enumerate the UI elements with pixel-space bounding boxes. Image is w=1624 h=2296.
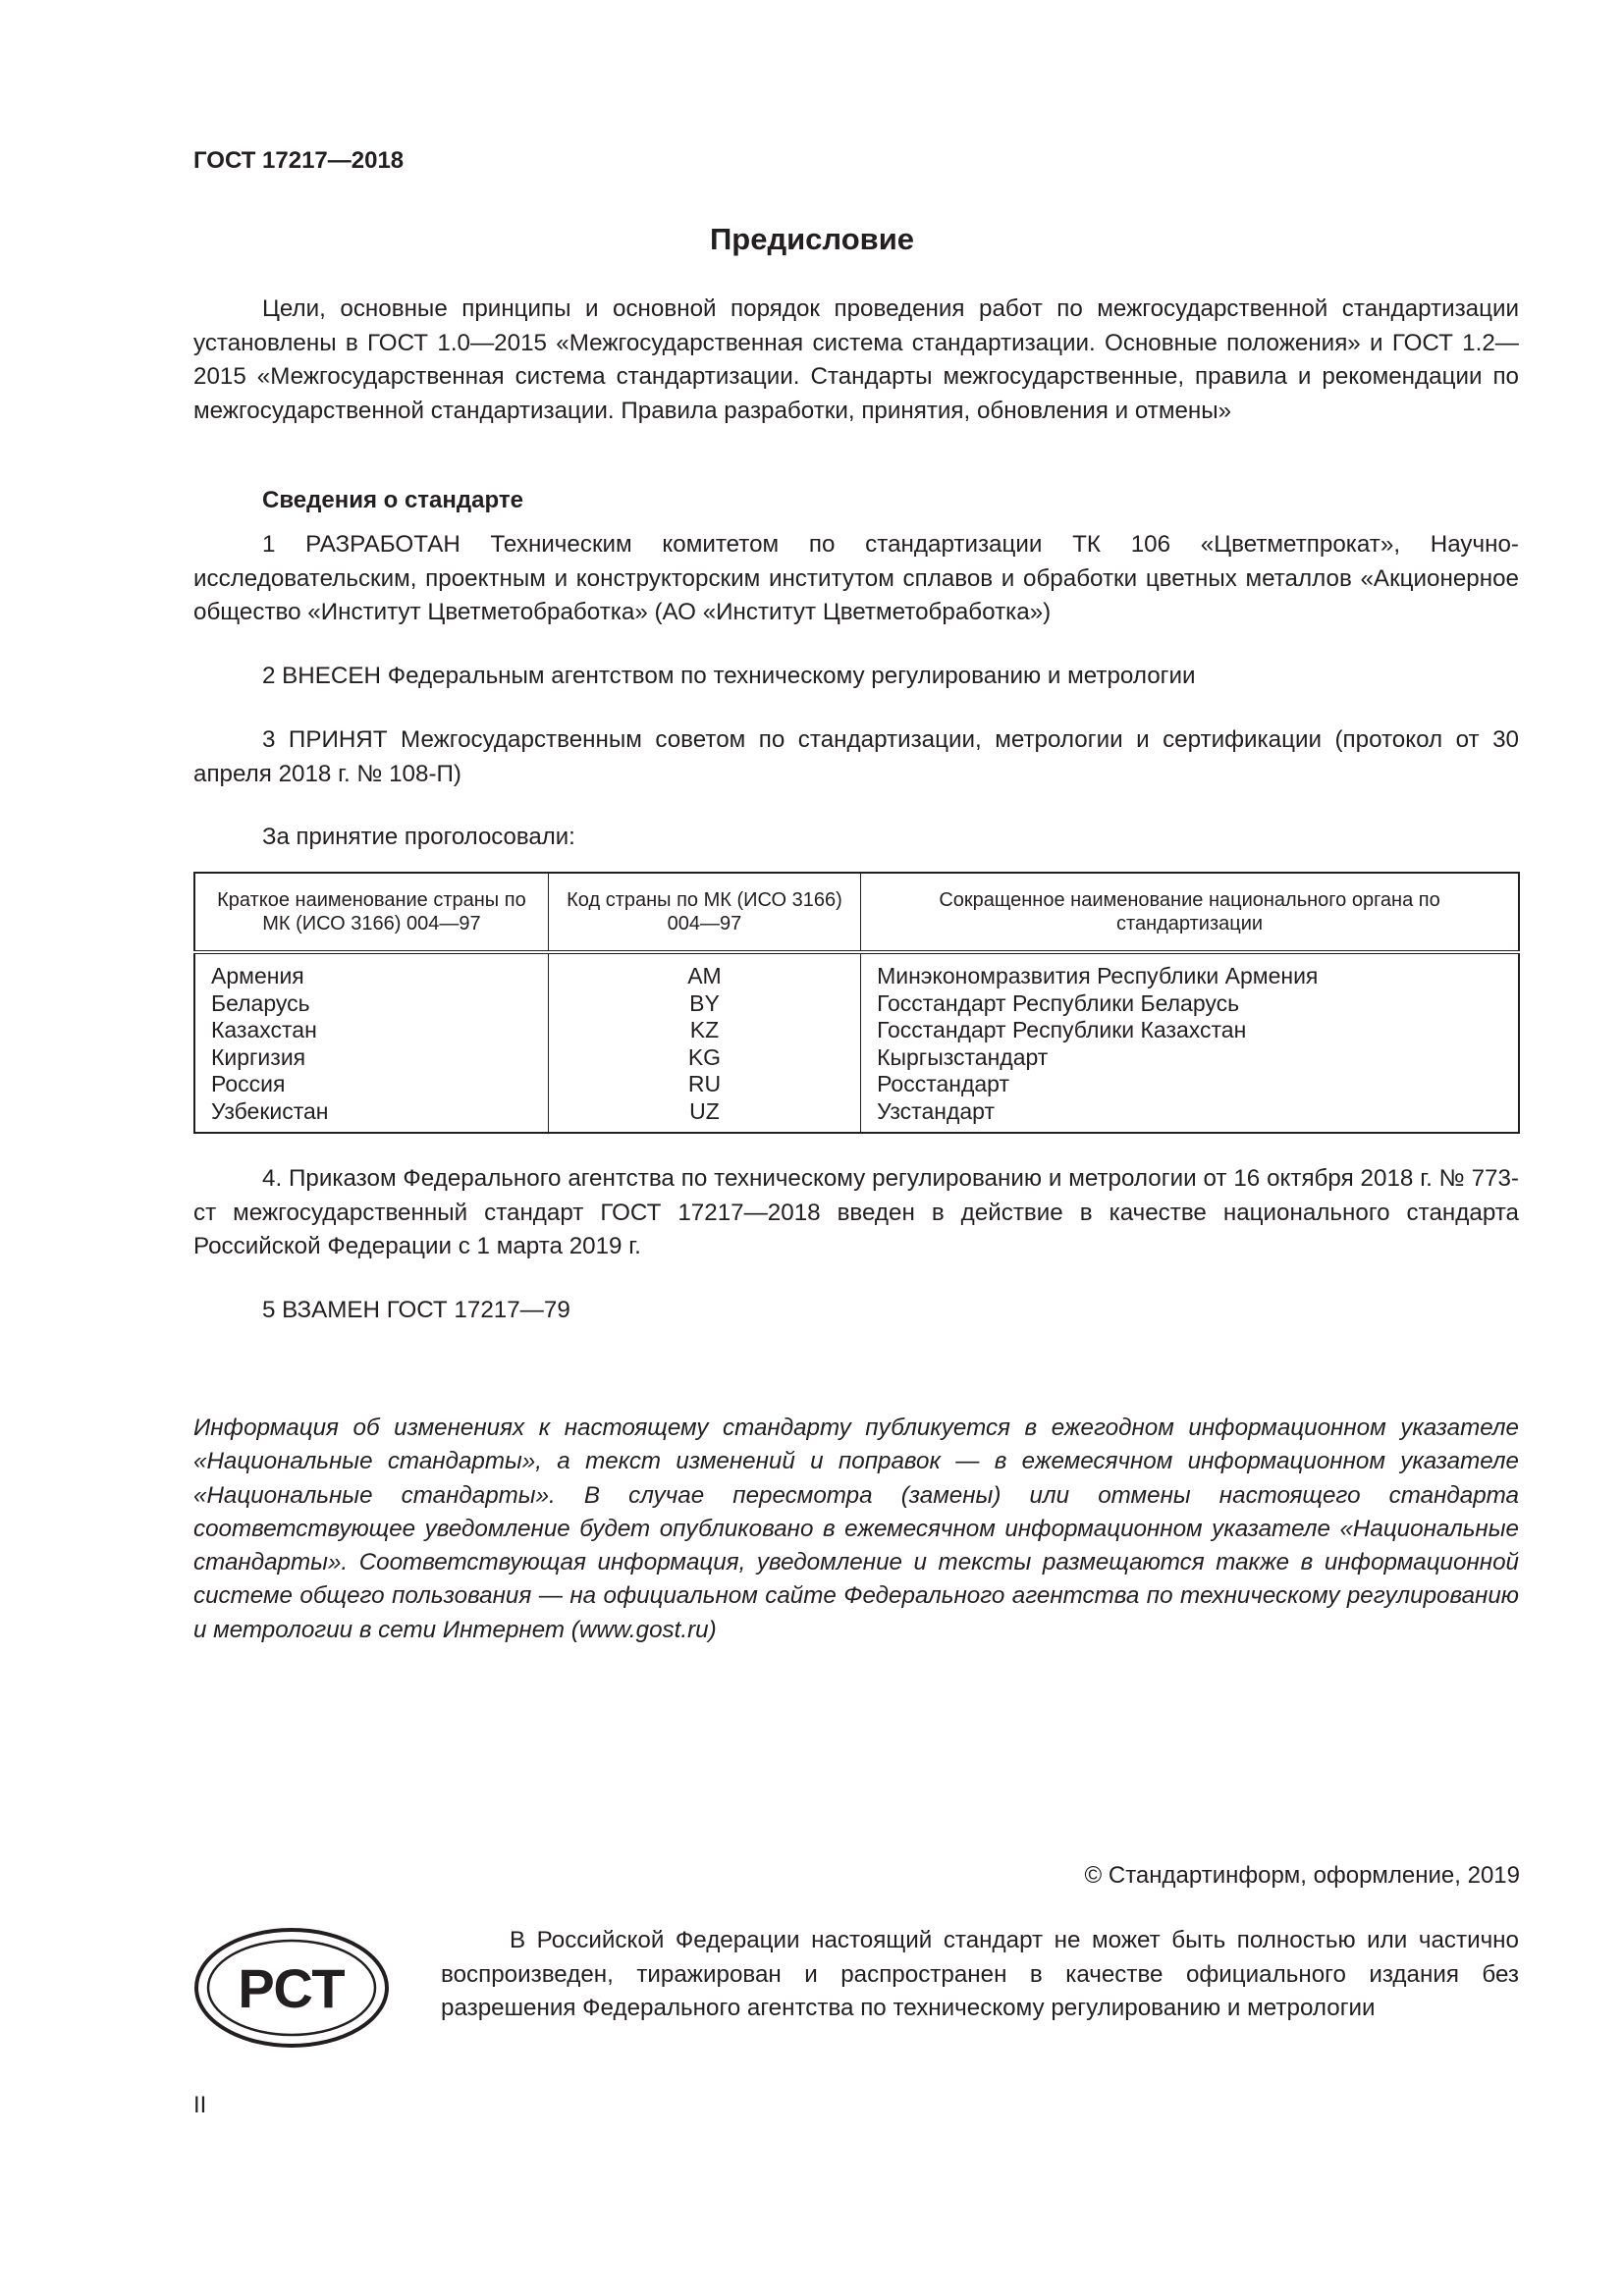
national-body-cell: Минэкономразвития Республики Армения [877,963,1319,988]
item-introduced: 2 ВНЕСЕН Федеральным агентством по техническому регулированию и метрологии [262,663,1196,689]
copyright-line: © Стандартинформ, оформление, 2019 [1084,1862,1520,1889]
rst-certification-mark-icon [193,1927,390,2054]
national-body-cell: Росстандарт [877,1071,1010,1097]
country-cell: Узбекистан [211,1097,329,1124]
item-order: 4. Приказом Федерального агентства по техническому регулированию и метрологии от 16 октября 2018 г. № 773-ст межгосударственный стандарт ГОСТ 17217—2018 введен в действие в качестве национального стандарта Российской Федерации с 1 марта 2019 г. [193,1165,1519,1259]
code-cell: UZ [689,1097,720,1124]
code-cell: RU [687,1071,722,1097]
changes-info-notice: Информация об изменениях к настоящему стандарту публикуется в ежегодном информационном указателе «Национальные стандарты», а текст изменений и поправок — в ежемесячном информационном указателе «Национальные стандарты». В случае пересмотра (замены) или отмены настоящего стандарта соответствующее уведомление будет опубликовано в ежемесячном информационном указателе «Национальные стандарты». Соответствующая информация, уведомление и тексты размещаются также в информационной системе общего пользования — на официальном сайте Федерального агентства по техническому регулированию и метрологии в сети Интернет (www.gost.ru) [193,1415,1519,1643]
national-body-cell: Узстандарт [877,1097,995,1124]
national-body-cell: Госстандарт Республики Казахстан [877,1017,1247,1043]
national-body-cell: Кыргызстандарт [877,1043,1049,1070]
country-cell: Киргизия [211,1043,306,1070]
code-column [548,952,860,1133]
logo-lettering: РСТ [238,1957,346,2019]
voted-label: За принятие проголосовали: [262,824,575,850]
country-cell: Беларусь [211,989,310,1016]
table-header-row [194,873,1519,952]
column-header-country: Краткое наименование страны по МК (ИСО 3166) 004—97 [194,873,548,952]
country-cell: Армения [211,963,304,988]
standard-info-heading: Сведения о стандарте [262,487,523,513]
item-adopted: 3 ПРИНЯТ Межгосударственным советом по стандартизации, метрологии и сертификации (протокол от 30 апреля 2018 г. № 108-П) [193,726,1519,787]
rights-notice: В Российской Федерации настоящий стандарт не может быть полностью или частично воспроизведен, тиражирован и распространен в качестве официального издания без разрешения Федерального агентства по техническому регулированию и метрологии [441,1927,1519,2021]
code-cell: KZ [689,1017,720,1043]
country-column [194,952,548,1133]
national-body-column [861,952,1519,1133]
country-cell: Россия [211,1071,286,1097]
country-cell: Казахстан [211,1017,317,1043]
item-replaces: 5 ВЗАМЕН ГОСТ 17217—79 [262,1297,570,1323]
code-cell: AM [687,963,722,988]
preface-paragraph: Цели, основные принципы и основной порядок проведения работ по межгосударственной стандартизации установлены в ГОСТ 1.0—2015 «Межгосударственная система стандартизации. Основные положения» и ГОСТ 1.2—2015 «Межгосударственная система стандартизации. Стандарты межгосударственные, правила и рекомендации по межгосударственной стандартизации. Правила разработки, принятия, обновления и отмены» [193,295,1519,424]
standard-code-header: ГОСТ 17217—2018 [193,147,405,174]
column-header-national-body: Сокращенное наименование национального органа по стандартизации [861,873,1519,952]
table-body-row [194,952,1519,1133]
column-header-code: Код страны по МК (ИСО 3166) 004—97 [548,873,860,952]
voting-countries-table [193,872,1520,1134]
code-cell: KG [687,1043,722,1070]
item-developed: 1 РАЗРАБОТАН Техническим комитетом по стандартизации ТК 106 «Цветметпрокат», Научно-исследовательским, проектным и конструкторским институтом сплавов и обработки цветных металлов «Акционерное общество «Институт Цветметобработка» (АО «Институт Цветметобработка») [193,531,1519,625]
code-cell: BY [689,989,720,1016]
page-number: II [193,2092,207,2118]
page-title: Предисловие [709,222,914,256]
national-body-cell: Госстандарт Республики Беларусь [877,989,1240,1016]
